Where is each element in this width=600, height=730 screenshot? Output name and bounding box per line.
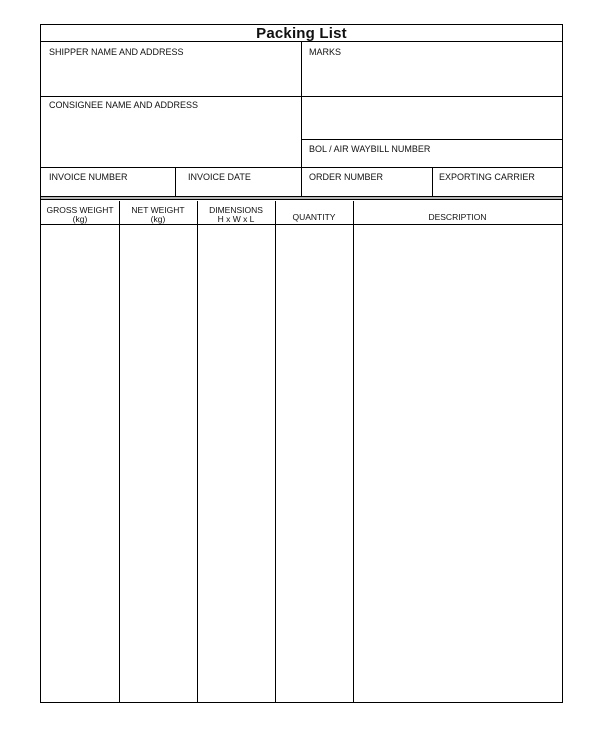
description-cell[interactable] — [354, 225, 562, 702]
order-number-label: ORDER NUMBER — [309, 172, 384, 182]
invoice-number-field[interactable] — [41, 168, 175, 196]
dimensions-title: DIMENSIONS — [209, 205, 263, 215]
quantity-cell[interactable] — [276, 225, 353, 702]
net-weight-unit: (kg) — [150, 214, 166, 224]
consignee-field[interactable] — [41, 97, 301, 167]
column-header-description: DESCRIPTION — [428, 212, 487, 222]
dimensions-unit: H x W x L — [217, 214, 255, 224]
shipper-label: SHIPPER NAME AND ADDRESS — [49, 47, 184, 57]
net-weight-cell[interactable] — [120, 225, 197, 702]
bol-label: BOL / AIR WAYBILL NUMBER — [309, 144, 431, 154]
gross-weight-unit: (kg) — [72, 214, 88, 224]
invoice-date-label: INVOICE DATE — [188, 172, 251, 182]
invoice-date-field[interactable] — [176, 168, 301, 196]
net-weight-title: NET WEIGHT — [131, 205, 185, 215]
gross-weight-cell[interactable] — [41, 225, 119, 702]
column-header-gross-weight — [41, 206, 119, 224]
order-number-field[interactable] — [302, 168, 432, 196]
gross-weight-title: GROSS WEIGHT — [46, 205, 114, 215]
table-top-rule — [41, 196, 562, 200]
packing-list-form — [40, 24, 563, 703]
marks-label: MARKS — [309, 47, 342, 57]
column-header-quantity: QUANTITY — [292, 212, 336, 222]
marks-extra-field[interactable] — [302, 97, 562, 139]
exporting-carrier-field[interactable] — [433, 168, 562, 196]
bol-field[interactable] — [302, 140, 562, 167]
invoice-number-label: INVOICE NUMBER — [49, 172, 128, 182]
exporting-carrier-label: EXPORTING CARRIER — [439, 172, 535, 182]
marks-field[interactable] — [302, 43, 562, 96]
page-title: Packing List — [41, 25, 562, 42]
consignee-label: CONSIGNEE NAME AND ADDRESS — [49, 100, 199, 110]
dimensions-cell[interactable] — [198, 225, 275, 702]
column-header-dimensions — [197, 206, 275, 224]
column-header-net-weight — [119, 206, 197, 224]
shipper-field[interactable] — [41, 43, 301, 96]
